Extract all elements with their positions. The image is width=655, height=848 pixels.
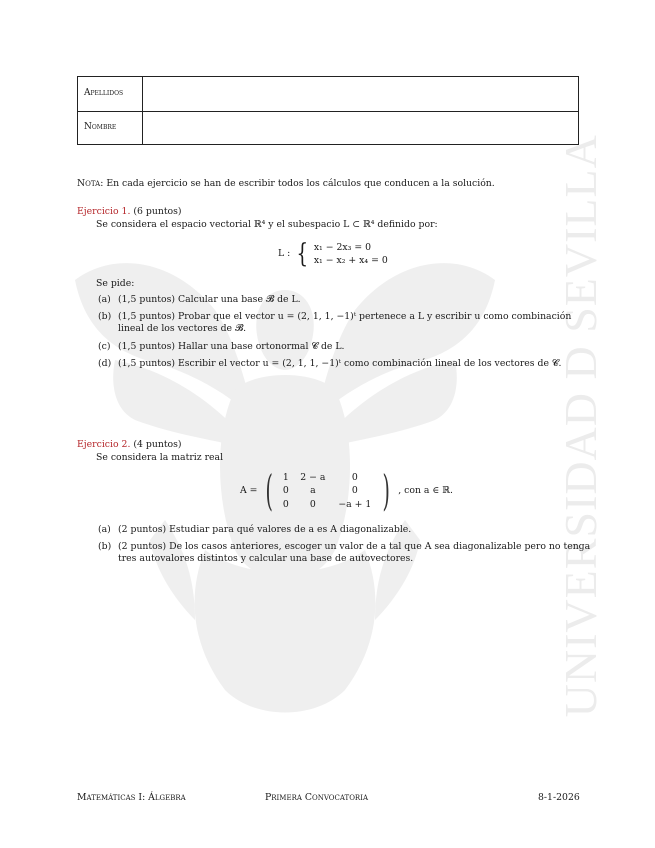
- footer-course: Matemáticas I: Álgebra: [77, 792, 186, 803]
- item-text: (1,5 puntos) Calcular una base 𝓑 de L.: [118, 294, 301, 305]
- system-brace: {: [296, 239, 309, 269]
- ejercicio-1-heading: [77, 206, 182, 218]
- matrix-cell: 0: [282, 498, 289, 510]
- item-tag: (a): [98, 294, 111, 305]
- nota-text: En cada ejercicio se han de escribir todos los cálculos que conducen a la solución.: [106, 178, 495, 189]
- apellidos-field[interactable]: [144, 77, 578, 111]
- ejercicio-2-title: jercicio 2.: [83, 439, 131, 450]
- right-paren: ): [382, 466, 390, 515]
- ejercicio-2-intro: Se considera la matriz real: [96, 452, 224, 463]
- item-text: (1,5 puntos) Escribir el vector u = (2, 1, 1, −1)ᵗ como combinación lineal de los vectores de 𝓒.: [118, 358, 562, 369]
- subspace-system: [278, 241, 388, 267]
- left-paren: (: [265, 466, 274, 515]
- matrix-cell: a: [310, 485, 316, 497]
- apellidos-label: Apellidos: [78, 77, 143, 111]
- equation-2: x₁ − x₂ + x₄ = 0: [313, 255, 388, 266]
- footer-exam: Primera Convocatoria: [265, 792, 369, 803]
- item-text: (1,5 puntos) Hallar una base ortonormal 𝓒 de L.: [118, 341, 345, 352]
- se-pide-text: Se pide:: [96, 278, 135, 289]
- item-tag: (d): [98, 358, 112, 369]
- student-id-table: [77, 76, 579, 145]
- matrix-grid: [278, 472, 378, 511]
- item-tag: (a): [98, 524, 111, 535]
- matrix-cell: 0: [351, 485, 358, 497]
- ejercicio-1-intro: Se considera el espacio vectorial ℝ⁴ y el subespacio L ⊂ ℝ⁴ definido por:: [96, 219, 438, 230]
- apellidos-row: [78, 77, 578, 112]
- matrix: [261, 466, 394, 515]
- equation-1: x₁ − 2x₃ = 0: [313, 242, 371, 253]
- nota-label: Nota:: [77, 178, 104, 189]
- ejercicio-2-points: (4 puntos): [133, 439, 182, 450]
- matrix-label: A =: [240, 485, 258, 497]
- matrix-a: [240, 466, 453, 515]
- matrix-cell: 0: [351, 471, 358, 483]
- matrix-cell: 0: [309, 498, 316, 510]
- nota-line: [77, 178, 495, 190]
- item-text: (2 puntos) Estudiar para qué valores de a es A diagonalizable.: [118, 524, 412, 535]
- item-tag: (b): [98, 311, 112, 322]
- watermark-text: UNIVERSIDAD D SEVILLA: [555, 133, 607, 718]
- footer-date: 8-1-2026: [538, 792, 580, 803]
- item-text: (2 puntos) De los casos anteriores, escoger un valor de a tal que A sea diagonalizable pero no tenga tres autovalores distintos y calcular una base de autovectores.: [118, 541, 591, 564]
- ejercicio-1-initial: E: [77, 206, 84, 217]
- ejercicio-2-heading: [77, 439, 182, 451]
- system-equations: [314, 241, 388, 267]
- matrix-cell: 0: [282, 485, 289, 497]
- ejercicio-2-initial: E: [77, 439, 84, 450]
- matrix-cell: −a + 1: [338, 498, 372, 510]
- item-tag: (b): [98, 541, 112, 552]
- ejercicio-1-points: (6 puntos): [133, 206, 182, 217]
- system-label: L :: [278, 248, 291, 260]
- ejercicio-1-title: jercicio 1.: [83, 206, 131, 217]
- nombre-label: Nombre: [78, 111, 143, 145]
- matrix-cell: 2 − a: [300, 471, 326, 483]
- matrix-cell: 1: [282, 471, 289, 483]
- nombre-row: [78, 111, 578, 145]
- nombre-field[interactable]: [144, 111, 578, 145]
- item-text: (1,5 puntos) Probar que el vector u = (2, 1, 1, −1)ᵗ pertenece a L y escribir u como combinación lineal de los vectores de 𝓑.: [118, 311, 572, 334]
- item-tag: (c): [98, 341, 111, 352]
- matrix-suffix: , con a ∈ ℝ.: [398, 485, 453, 497]
